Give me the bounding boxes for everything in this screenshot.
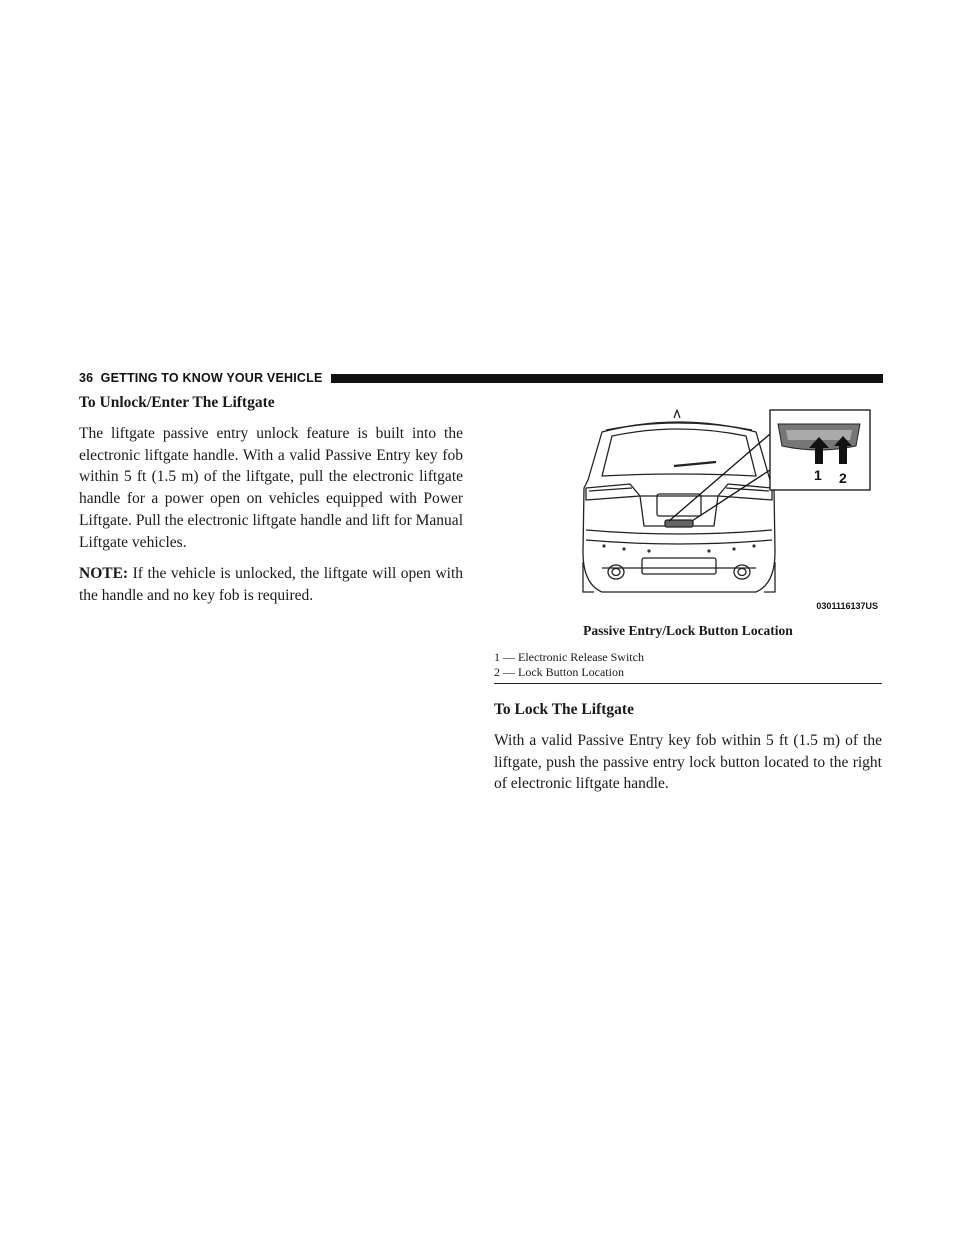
figure-caption: Passive Entry/Lock Button Location <box>583 623 793 638</box>
header-text <box>79 371 331 385</box>
page-number: 36 <box>79 371 94 385</box>
callout-2-label: 2 <box>839 470 847 486</box>
left-column <box>79 393 463 617</box>
header-rule <box>331 374 884 383</box>
section-title: GETTING TO KNOW YOUR VEHICLE <box>100 371 323 385</box>
note-label: NOTE: <box>79 565 129 583</box>
vehicle-rear-illustration <box>494 392 882 612</box>
lock-heading: To Lock The Liftgate <box>494 701 634 718</box>
note-paragraph <box>79 563 463 606</box>
page-header <box>79 371 883 385</box>
liftgate-figure <box>494 392 882 612</box>
unlock-heading: To Unlock/Enter The Liftgate <box>79 394 275 411</box>
unlock-paragraph: The liftgate passive entry unlock feature is built into the electronic liftgate handle. With a valid Passive Entry key fob within 5 ft (1.5 m) of the liftgate, pull the electronic liftgate handle for a power open on vehicles equipped with Power Liftgate. Pull the electronic liftgate handle and lift for Manual Liftgate vehicles. <box>79 425 463 551</box>
lock-paragraph: With a valid Passive Entry key fob within 5 ft (1.5 m) of the liftgate, push the passive entry lock button located to the right of electronic liftgate handle. <box>494 732 882 793</box>
figure-legend <box>494 650 882 684</box>
figure-code: 0301116137US <box>816 601 878 611</box>
legend-item: 2 — Lock Button Location <box>494 665 624 679</box>
note-text: If the vehicle is unlocked, the liftgate will open with the handle and no key fob is required. <box>79 565 464 604</box>
legend-item: 1 — Electronic Release Switch <box>494 650 644 664</box>
right-column <box>494 700 882 805</box>
callout-1-label: 1 <box>814 467 822 483</box>
